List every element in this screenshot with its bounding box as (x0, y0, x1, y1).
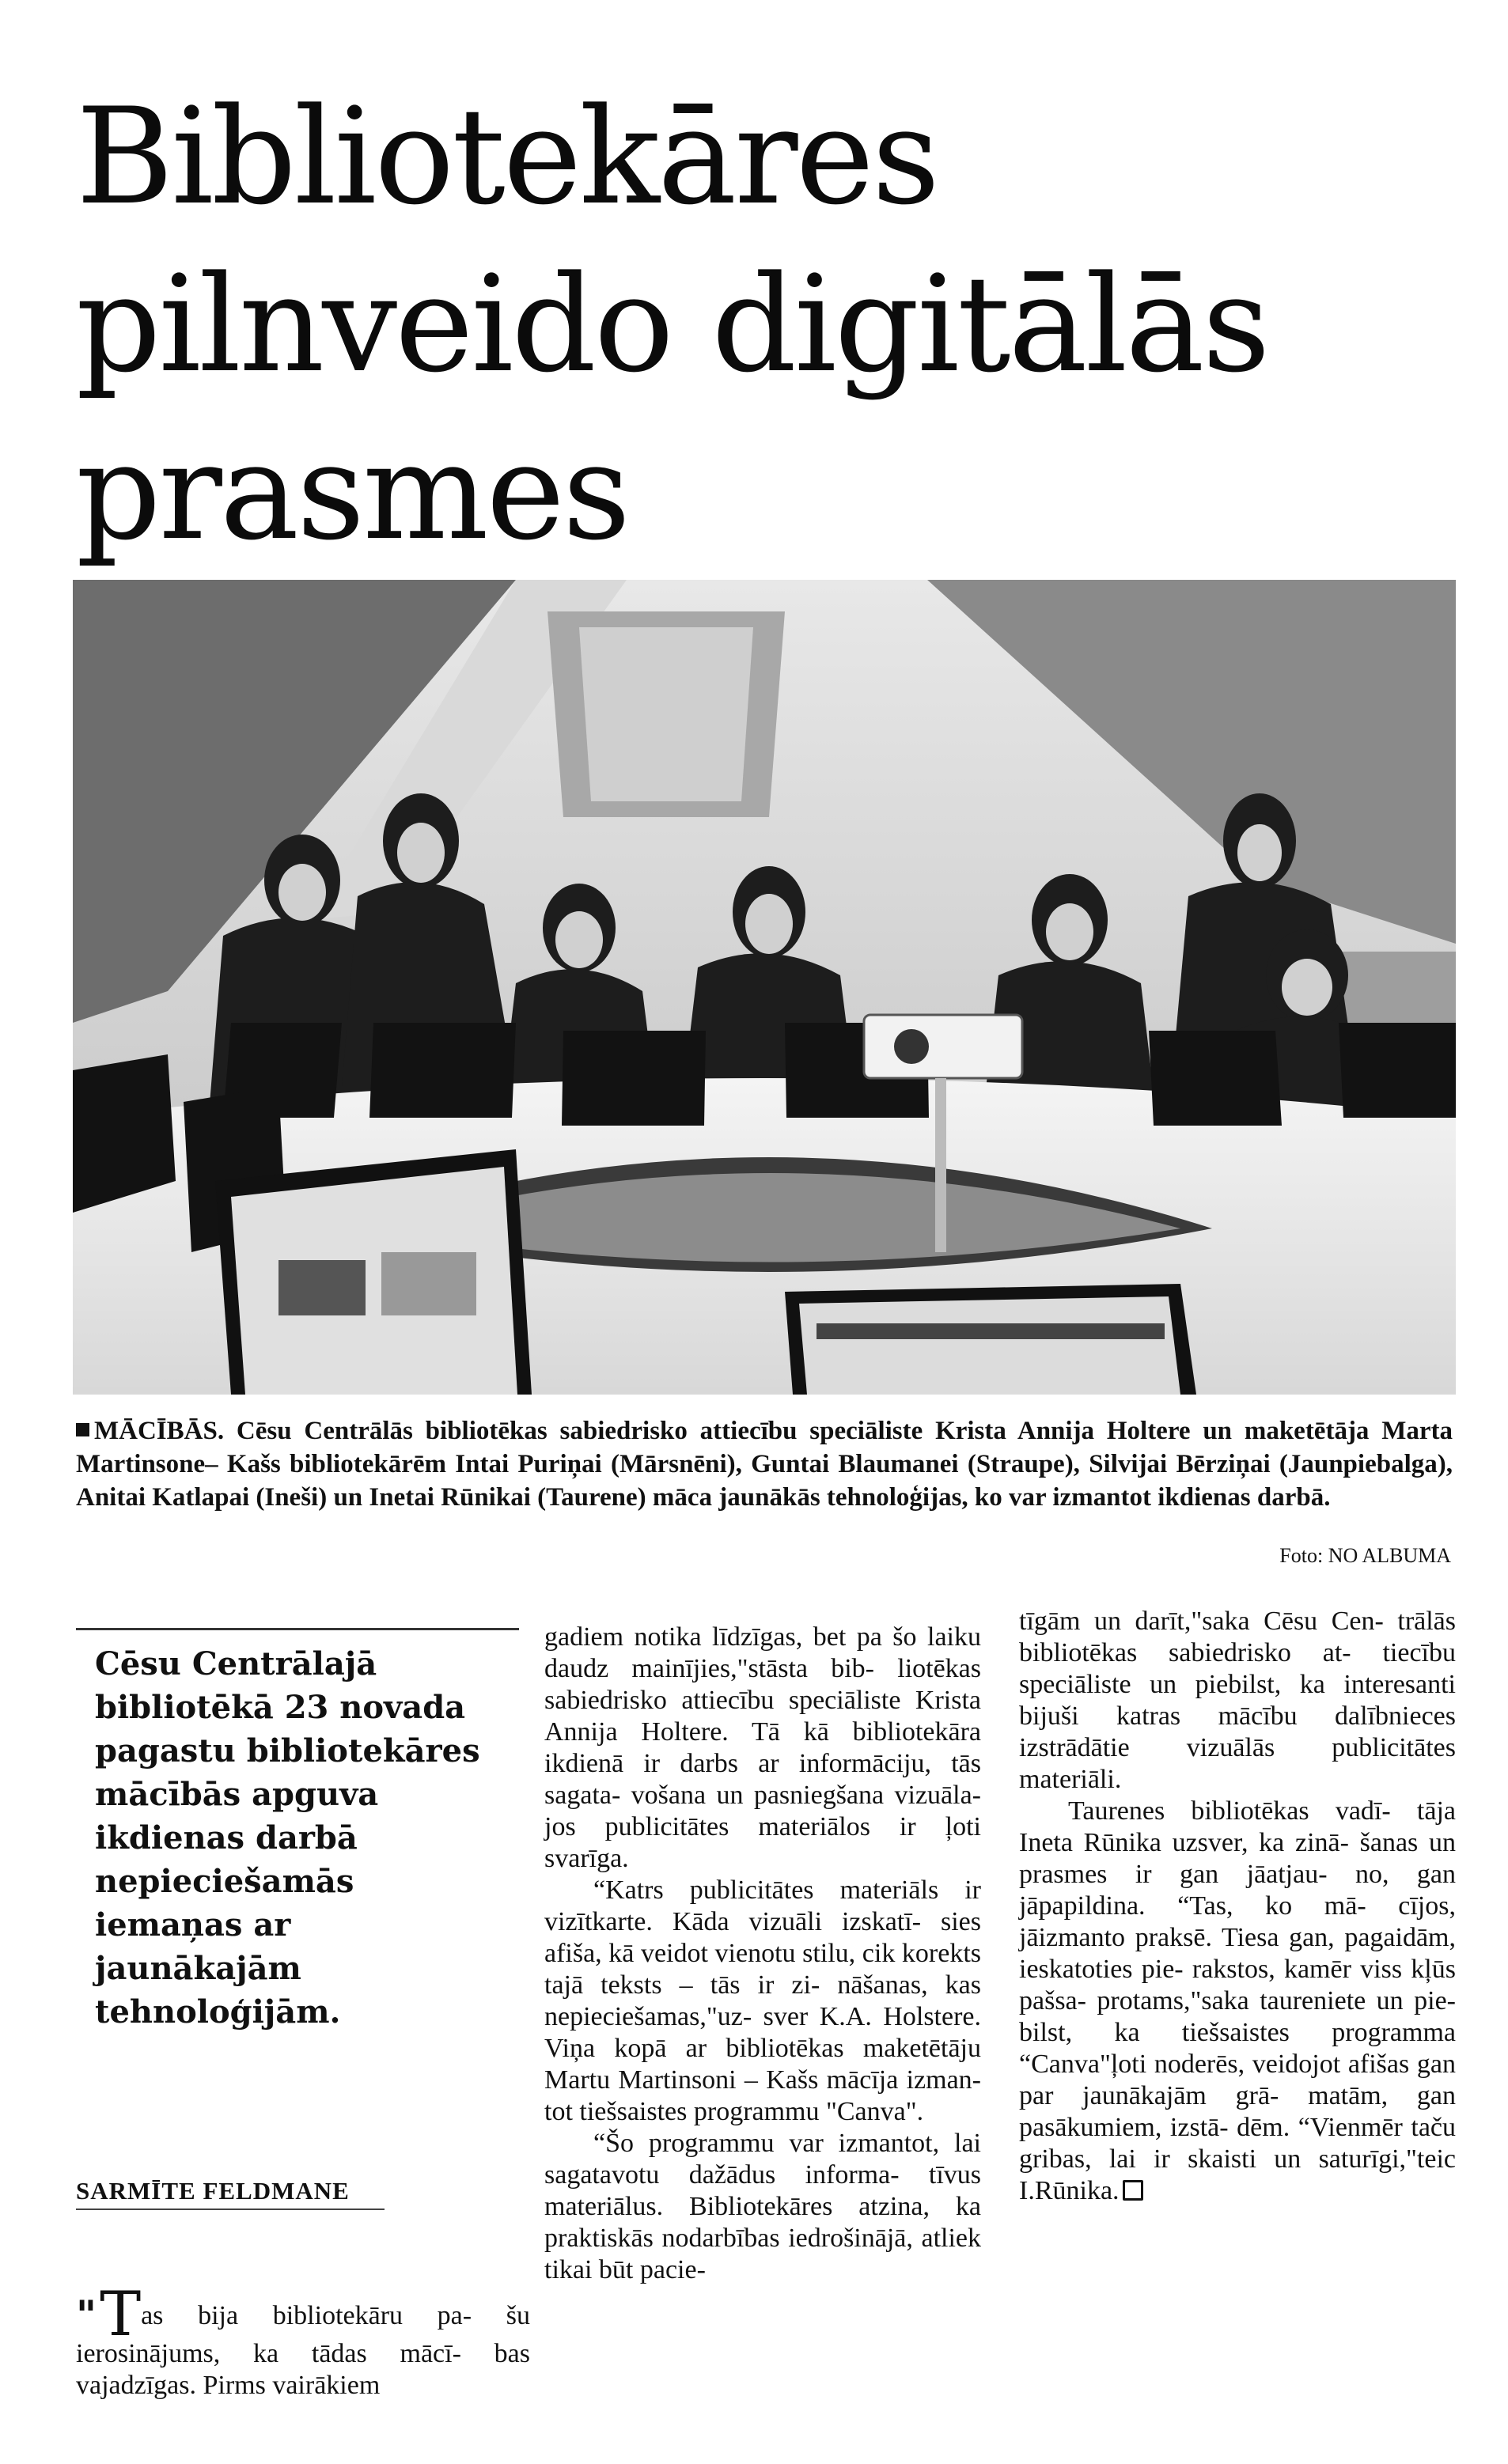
drop-cap: T (100, 2279, 142, 2350)
body-column-2 (544, 1622, 981, 2286)
caption-kicker: MĀCĪBĀS. (94, 1417, 225, 1445)
body-col1-text: as bija bibliotekāru pa- šu ierosinājums, ka tādas mācī- bas vajadzīgas. Pirms vairākiem (76, 2301, 530, 2400)
body-col3-paragraph-1: tīgām un darīt,"saka Cēsu Cen- trālās bibliotēkas sabiedrisko at- tiecību speciāliste un piebilst, ka interesanti bijuši katras mācību dalībnieces izstrādātie vizuālās publicitātes materiāli. (1019, 1607, 1456, 1794)
headline-line-1: Bibliotekāres (76, 79, 938, 234)
body-col2-paragraph-1: gadiem notika līdzīgas, bet pa šo laiku daudz mainījies,"stāsta bib- liotēkas sabiedrisko attiecību speciāliste Krista Annija Holtere. Tā kā bibliotekāra ikdienā ir darbs ar informāciju, tās sagata- vošana un pasniegšana vizuāla- jos publicitātes materiālos ir ļoti svarīga. (544, 1622, 981, 1873)
lead-paragraph: Cēsu Centrālajā bibliotēkā 23 novada pagastu bibliotekāres mācībās apguva ikdienas darbā nepieciešamās iemaņas ar jaunākajām tehnoloģijām. (95, 1645, 480, 2031)
caption-text: Cēsu Centrālās bibliotēkas sabiedrisko attiecību speciāliste Krista Annija Holtere un maketētāja Marta Martinsone– Kašs bibliotekārēm Intai Puriņai (Mārsnēni), Guntai Blaumanei (Straupe), Silvijai Bērziņai (Jaunpiebalga), Anitai Katlapai (Ineši) un Inetai Rūnikai (Taurene) māca jaunākās tehnoloģijas, ko var izmantot ikdienas darbā. (76, 1417, 1453, 1512)
author-byline: SARMĪTE FELDMANE (76, 2177, 385, 2210)
body-col2-paragraph-3: “Šo programmu var izmantot, lai sagatavotu dažādus informa- tīvus materiālus. Bibliotekāres atzina, ka praktiskās nodarbības iedrošinājā, atliek tikai būt pacie- (544, 2129, 981, 2284)
headline-line-3: prasmes (76, 414, 629, 570)
photo-credit: Foto: NO ALBUMA (1279, 1544, 1451, 1567)
photo-caption (76, 1414, 1453, 1514)
body-column-1 (76, 2279, 530, 2402)
headline-line-2: pilnveido digitālās (76, 247, 1268, 402)
article-photo (73, 580, 1456, 1395)
end-of-article-icon (1123, 2180, 1143, 2201)
photo-classroom-icon (73, 580, 1456, 1395)
lead-divider (76, 1628, 519, 1630)
body-column-3 (1019, 1606, 1456, 2207)
headline (76, 73, 1468, 576)
opening-quote-mark: " (76, 2292, 97, 2338)
body-col3-paragraph-2: Taurenes bibliotēkas vadī- tāja Ineta Rūnika uzsver, ka zinā- šanas un prasmes ir gan jāatjau- no, gan jāpapildina. “Tas, ko mā- cījos, jāizmanto praksē. Tiesa gan, pagaidām, ieskatoties pie- rakstos, kamēr viss kļūs pašsa- protams,"saka taureniete un pie- bilst, ka tiešsaistes programma “Canva"ļoti noderēs, veidojot afišas gan par jaunākajām grā- matām, gan pasākumiem, izstā- dēm. “Vienmēr taču gribas, lai ir skaisti un saturīgi,"teic I.Rūnika. (1019, 1796, 1456, 2205)
body-col2-paragraph-2: “Katrs publicitātes materiāls ir vizītkarte. Kāda vizuāli izskatī- sies afiša, kā veidot vienotu stilu, cik korekts tajā teksts – tās ir zi- nāšanas, kas nepieciešamas,"uz- sver K.A. Holstere. Viņa kopā ar bibliotēkas maketētāju Martu Martinsoni – Kašs mācīja izman- tot tiešsaistes programmu "Canva". (544, 1875, 981, 2126)
caption-bullet-icon (76, 1423, 89, 1436)
